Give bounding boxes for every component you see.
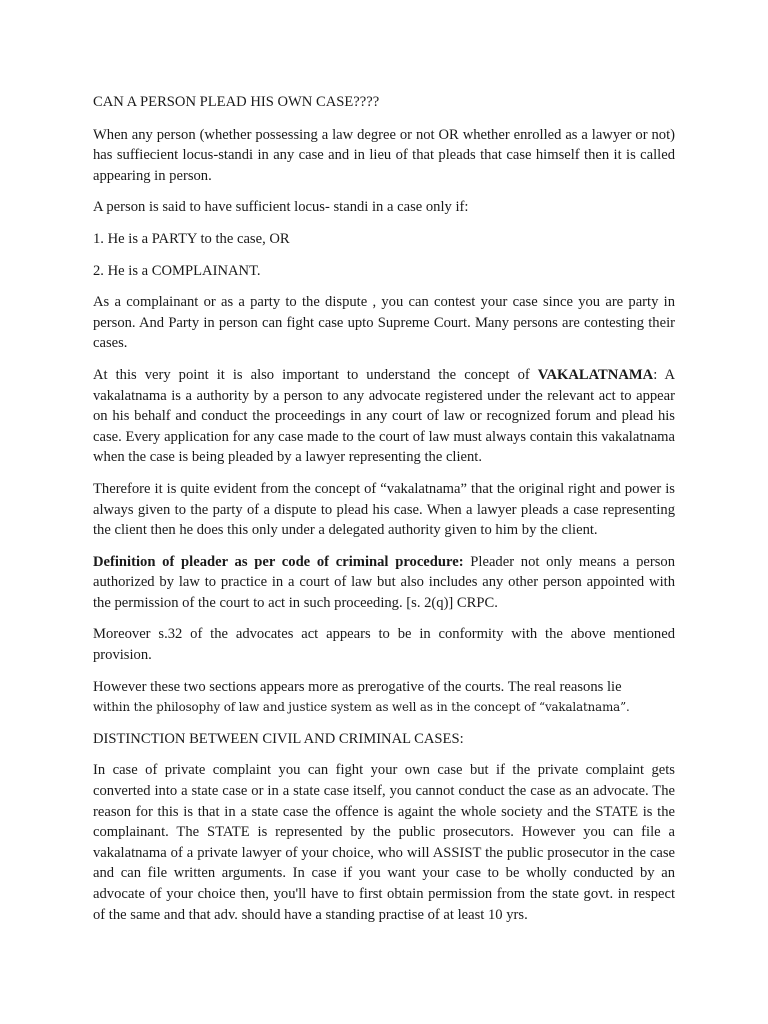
vakalatnama-definition-text: : A vakalatnama is a authority by a person to any advocate registered under the relevant act to appear on his behalf and conduct the proceedings in any court of law or recognized forum and plead his case. Every application for any case made to the court of law must always contain this vakalatnama when the case is being pleaded by a lawyer representing the client. — [93, 366, 676, 466]
section-heading-civil-criminal: DISTINCTION BETWEEN CIVIL AND CRIMINAL CASES: — [93, 730, 464, 747]
pleader-definition-text: Pleader not only means a person authorized by law to practice in a court of law but also includes any other person appointed with the permission of the court to act in such proceeding. [s. 2(q)] CRPC. — [93, 553, 675, 611]
paragraph-pleader-definition — [93, 552, 675, 614]
paragraph-vakalatnama — [93, 365, 675, 468]
paragraph-contest-case: As a complainant or as a party to the dispute , you can contest your case since you are party in person. And Party in person can fight case upto Supreme Court. Many persons are contesting their cases. — [93, 294, 675, 352]
paragraph-advocates-act: Moreover s.32 of the advocates act appears to be in conformity with the above mentioned provision. — [93, 626, 675, 664]
list-item-party: 1. He is a PARTY to the case, OR — [93, 230, 290, 247]
paragraph-locus-standi: A person is said to have sufficient locus- standi in a case only if: — [93, 199, 469, 216]
prerogative-line-2: within the philosophy of law and justice system as well as in the concept of “vakalatnama”. — [93, 700, 630, 715]
document-title: CAN A PERSON PLEAD HIS OWN CASE???? — [93, 94, 380, 110]
pleader-definition-heading: Definition of pleader as per code of criminal procedure: — [93, 553, 464, 570]
paragraph-delegated-authority: Therefore it is quite evident from the concept of “vakalatnama” that the original right and power is always given to the party of a dispute to plead his case. When a lawyer pleads a case representing the client then he does this only under a delegated authority given to him by the client. — [93, 480, 675, 539]
paragraph-private-complaint: In case of private complaint you can fight your own case but if the private complaint gets converted into a state case or in a state case itself, you cannot conduct the case as an advocate. The reason for this is that in a state case the offence is againt the whole society and the STATE is the complainant. The STATE is represented by the public prosecutors. However you can file a vakalatnama of a private lawyer of your choice, who will ASSIST the public prosecutor in the case and can file written arguments. In case if you want your case to be wholly conducted by an advocate of your choice then, you'll have to first obtain permission from the state govt. in respect of the same and that adv. should have a standing practise of at least 10 yrs. — [93, 762, 675, 923]
list-item-complainant: 2. He is a COMPLAINANT. — [93, 262, 261, 279]
vakalatnama-intro-text: At this very point it is also important to understand the concept of — [93, 366, 538, 383]
paragraph-prerogative — [93, 677, 675, 718]
paragraph-appearing-in-person: When any person (whether possessing a law degree or not OR whether enrolled as a lawyer or not) has suffiecient locus-standi in any case and in lieu of that pleads that case himself then it is called appearing in person. — [93, 126, 675, 184]
vakalatnama-term: VAKALATNAMA — [537, 366, 654, 383]
prerogative-line-1: However these two sections appears more as prerogative of the courts. The real reasons lie — [93, 678, 622, 695]
